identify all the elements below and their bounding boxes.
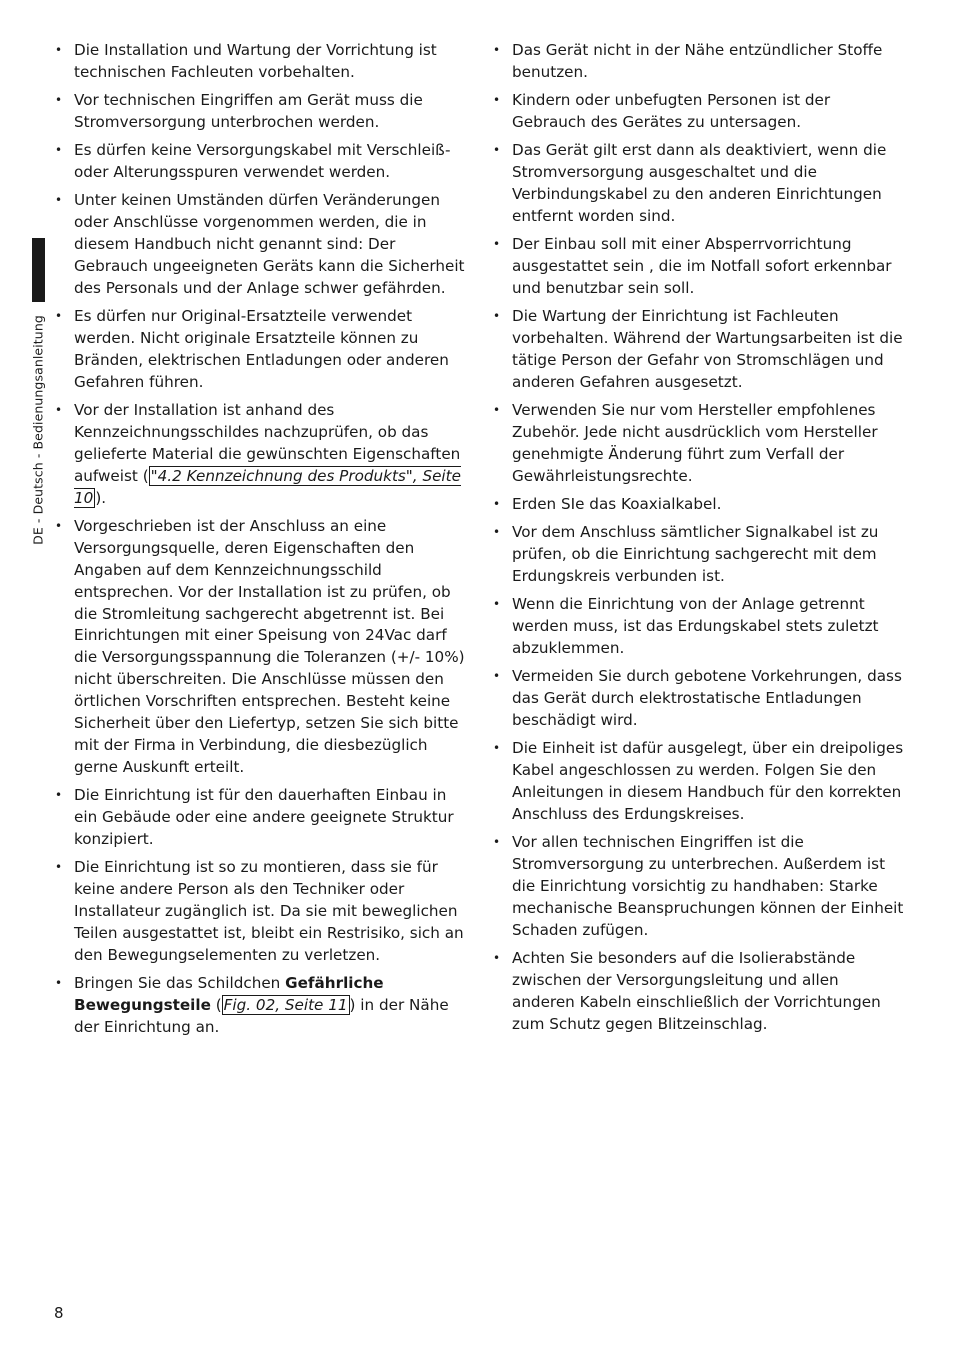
- cross-reference-link[interactable]: "4.2 Kennzeichnung des Produkts", Seite 10: [74, 466, 461, 507]
- list-item: • Kindern oder unbefugten Personen ist der Gebrauch des Gerätes zu untersagen.: [493, 90, 905, 134]
- list-item: • Vor allen technischen Eingriffen ist die Stromversorgung zu unterbrechen. Außerdem ist die Einrichtung vorsichtig zu handhaben: Starke mechanische Beanspruchungen können der Einheit Schaden zufügen.: [493, 832, 905, 942]
- list-item: • Die Installation und Wartung der Vorrichtung ist technischen Fachleuten vorbehalten.: [55, 40, 467, 84]
- bold-label: Gefährliche Bewegungsteile: [74, 973, 384, 1014]
- list-item: • Verwenden Sie nur vom Hersteller empfohlenes Zubehör. Jede nicht ausdrücklich vom Hersteller genehmigte Änderung führt zum Verfall der Gewährleistungsrechte.: [493, 400, 905, 488]
- list-item: [55, 973, 467, 1039]
- list-item-text: (: [210, 995, 222, 1014]
- list-item: • Der Einbau soll mit einer Absperrvorrichtung ausgestattet sein , die im Notfall sofort erkennbar und benutzbar sein soll.: [493, 234, 905, 300]
- sidebar-section-label: DE - Deutsch - Bedienungsanleitung: [30, 315, 46, 545]
- list-item: • Es dürfen nur Original-Ersatzteile verwendet werden. Nicht originale Ersatzteile können zu Bränden, elektrischen Entladungen oder anderen Gefahren führen.: [55, 306, 467, 394]
- list-item: • Die Wartung der Einrichtung ist Fachleuten vorbehalten. Während der Wartungsarbeiten ist die tätige Person der Gefahr von Stromschlägen und anderen Gefahren ausgesetzt.: [493, 306, 905, 394]
- list-item: • Vor technischen Eingriffen am Gerät muss die Stromversorgung unterbrochen werden.: [55, 90, 467, 134]
- list-item: • Erden SIe das Koaxialkabel.: [493, 494, 905, 516]
- list-item: • Vor dem Anschluss sämtlicher Signalkabel ist zu prüfen, ob die Einrichtung sachgerecht mit dem Erdungskreis verbunden ist.: [493, 522, 905, 588]
- left-column-list: [55, 40, 467, 1045]
- page-number: 8: [54, 1304, 64, 1322]
- list-item: [55, 400, 467, 510]
- list-item: • Das Gerät nicht in der Nähe entzündlicher Stoffe benutzen.: [493, 40, 905, 84]
- list-item: • Das Gerät gilt erst dann als deaktiviert, wenn die Stromversorgung ausgeschaltet und die Verbindungskabel zu den anderen Einrichtungen entfernt worden sind.: [493, 140, 905, 228]
- list-item: • Die Einrichtung ist für den dauerhaften Einbau in ein Gebäude oder eine andere geeignete Struktur konzipiert.: [55, 785, 467, 851]
- list-item-text: Bringen Sie das Schildchen: [74, 973, 286, 992]
- section-tab-marker: [32, 238, 45, 302]
- list-item: • Achten Sie besonders auf die Isolierabstände zwischen der Versorgungsleitung und allen anderen Kabeln einschließlich der Vorrichtungen zum Schutz gegen Blitzeinschlag.: [493, 948, 905, 1036]
- list-item: • Unter keinen Umständen dürfen Veränderungen oder Anschlüsse vorgenommen werden, die in diesem Handbuch nicht genannt sind: Der Gebrauch ungeeigneten Geräts kann die Sicherheit des Personals und der Anlage schwer gefährden.: [55, 190, 467, 300]
- list-item-text: ) in der Nähe der Einrichtung an.: [74, 995, 449, 1036]
- right-column-list: [493, 40, 905, 1042]
- list-item: • Wenn die Einrichtung von der Anlage getrennt werden muss, ist das Erdungskabel stets zuletzt abzuklemmen.: [493, 594, 905, 660]
- list-item-text: ).: [95, 488, 107, 507]
- list-item: • Es dürfen keine Versorgungskabel mit Verschleiß- oder Alterungsspuren verwendet werden.: [55, 140, 467, 184]
- list-item: • Vorgeschrieben ist der Anschluss an eine Versorgungsquelle, deren Eigenschaften den Angaben auf dem Kennzeichnungsschild entsprechen. Vor der Installation ist zu prüfen, ob die Stromleitung sachgerecht abgetrennt ist. Bei Einrichtungen mit einer Speisung von 24Vac darf die Versorgungsspannung die Toleranzen (+/- 10%) nicht überschreiten. Die Anschlüsse müssen den örtlichen Vorschriften entsprechen. Besteht keine Sicherheit über den Liefertyp, setzen Sie sich bitte mit der Firma in Verbindung, die diesbezüglich gerne Auskunft erteilt.: [55, 516, 467, 779]
- list-item: • Vermeiden Sie durch gebotene Vorkehrungen, dass das Gerät durch elektrostatische Entladungen beschädigt wird.: [493, 666, 905, 732]
- figure-reference-link[interactable]: Fig. 02, Seite 11: [223, 995, 348, 1014]
- list-item: • Die Einheit ist dafür ausgelegt, über ein dreipoliges Kabel angeschlossen zu werden. Folgen Sie den Anleitungen in diesem Handbuch für den korrekten Anschluss des Erdungskreises.: [493, 738, 905, 826]
- list-item-text: Vor der Installation ist anhand des Kennzeichnungsschildes nachzuprüfen, ob das gelieferte Material die gewünschten Eigenschaften aufweist (: [74, 401, 461, 485]
- list-item: • Die Einrichtung ist so zu montieren, dass sie für keine andere Person als den Techniker oder Installateur zugänglich ist. Da sie mit beweglichen Teilen ausgestattet ist, bleibt ein Restrisiko, sich an den Bewegungselementen zu verletzen.: [55, 857, 467, 967]
